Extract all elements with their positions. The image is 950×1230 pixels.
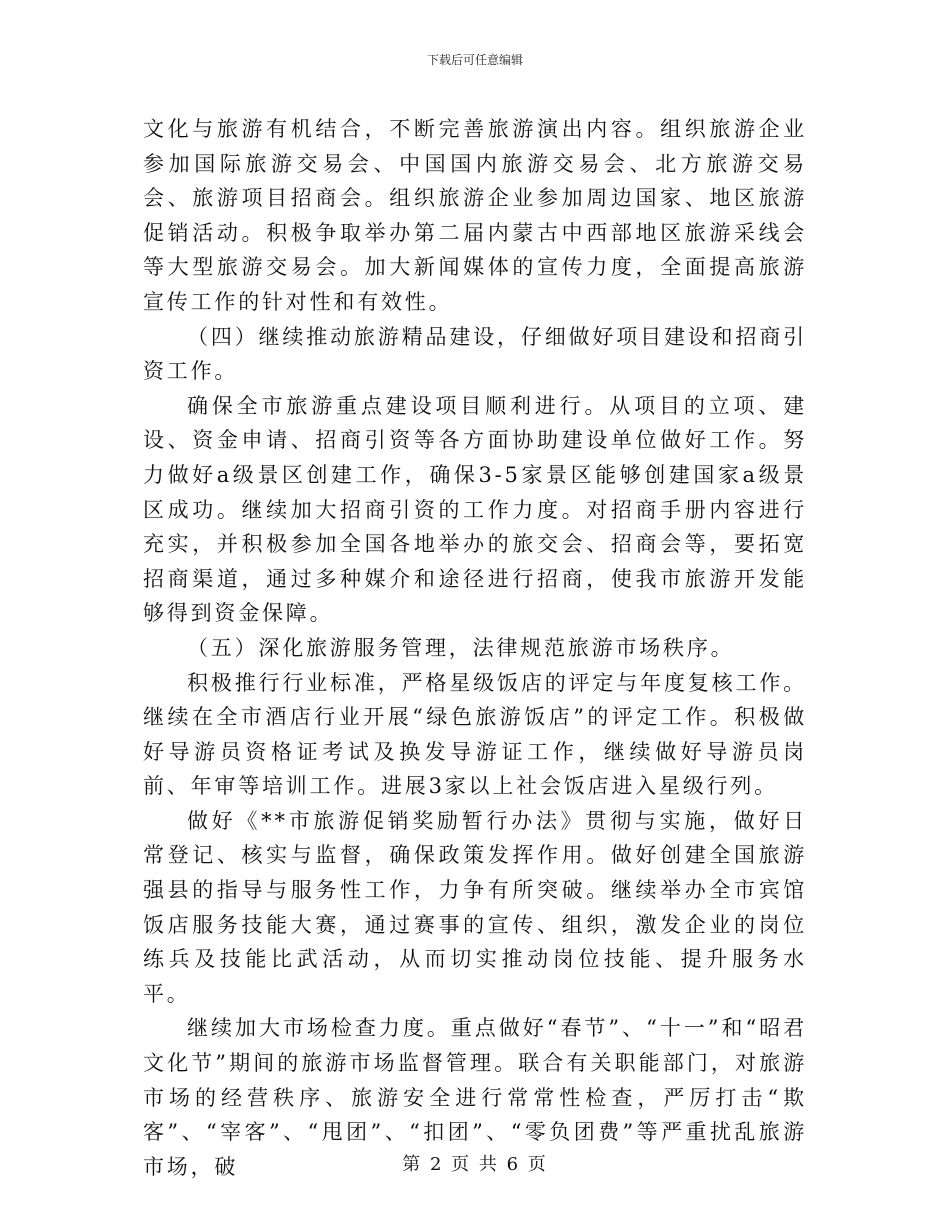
document-body xyxy=(143,112,807,1184)
section-heading-five: （五）深化旅游服务管理，法律规范旅游市场秩序。 xyxy=(187,635,735,660)
paragraph-incentive-policy: 做好《**市旅游促销奖励暂行办法》贯彻与实施，做好日常登记、核实与监督，确保政策发挥作用。做好创建全国旅游强县的指导与服务性工作，力争有所突破。继续举办全市宾馆饭店服务技能大赛，通过赛事的宣传、组织，激发企业的岗位练兵及技能比武活动，从而切实推动岗位技能、提升服务水平。 xyxy=(143,808,807,1006)
page-number-footer: 第 2 页 共 6 页 xyxy=(402,1154,548,1175)
section-heading-four: （四）继续推动旅游精品建设，仔细做好项目建设和招商引资工作。 xyxy=(143,324,807,384)
paragraph-industry-standards: 积极推行行业标准，严格星级饭店的评定与年度复核工作。继续在全市酒店行业开展“绿色旅游饭店”的评定工作。积极做好导游员资格证考试及换发导游证工作，继续做好导游员岗前、年审等培训工作。进展3家以上社会饭店进入星级行列。 xyxy=(143,670,807,799)
page-header-note: 下载后可任意编辑 xyxy=(426,53,523,67)
paragraph-market-inspection: 继续加大市场检查力度。重点做好“春节”、“十一”和“昭君文化节”期间的旅游市场监督管理。联合有关职能部门，对旅游市场的经营秩序、旅游安全进行常常性检查，严厉打击“欺客”、“宰客”、“甩团”、“扣团”、“零负团费”等严重扰乱旅游市场，破 xyxy=(143,1016,807,1179)
paragraph-promotion-continuation: 文化与旅游有机结合，不断完善旅游演出内容。组织旅游企业参加国际旅游交易会、中国国内旅游交易会、北方旅游交易会、旅游项目招商会。组织旅游企业参加周边国家、地区旅游促销活动。积极争取举办第二届内蒙古中西部地区旅游采线会等大型旅游交易会。加大新闻媒体的宣传力度，全面提高旅游宣传工作的针对性和有效性。 xyxy=(143,117,807,314)
paragraph-project-construction: 确保全市旅游重点建设项目顺利进行。从项目的立项、建设、资金申请、招商引资等各方面协助建设单位做好工作。努力做好a级景区创建工作，确保3-5家景区能够创建国家a级景区成功。继续加大招商引资的工作力度。对招商手册内容进行充实，并积极参加全国各地举办的旅交会、招商会等，要拓宽招商渠道，通过多种媒介和途径进行招商，使我市旅游开发能够得到资金保障。 xyxy=(143,393,807,626)
